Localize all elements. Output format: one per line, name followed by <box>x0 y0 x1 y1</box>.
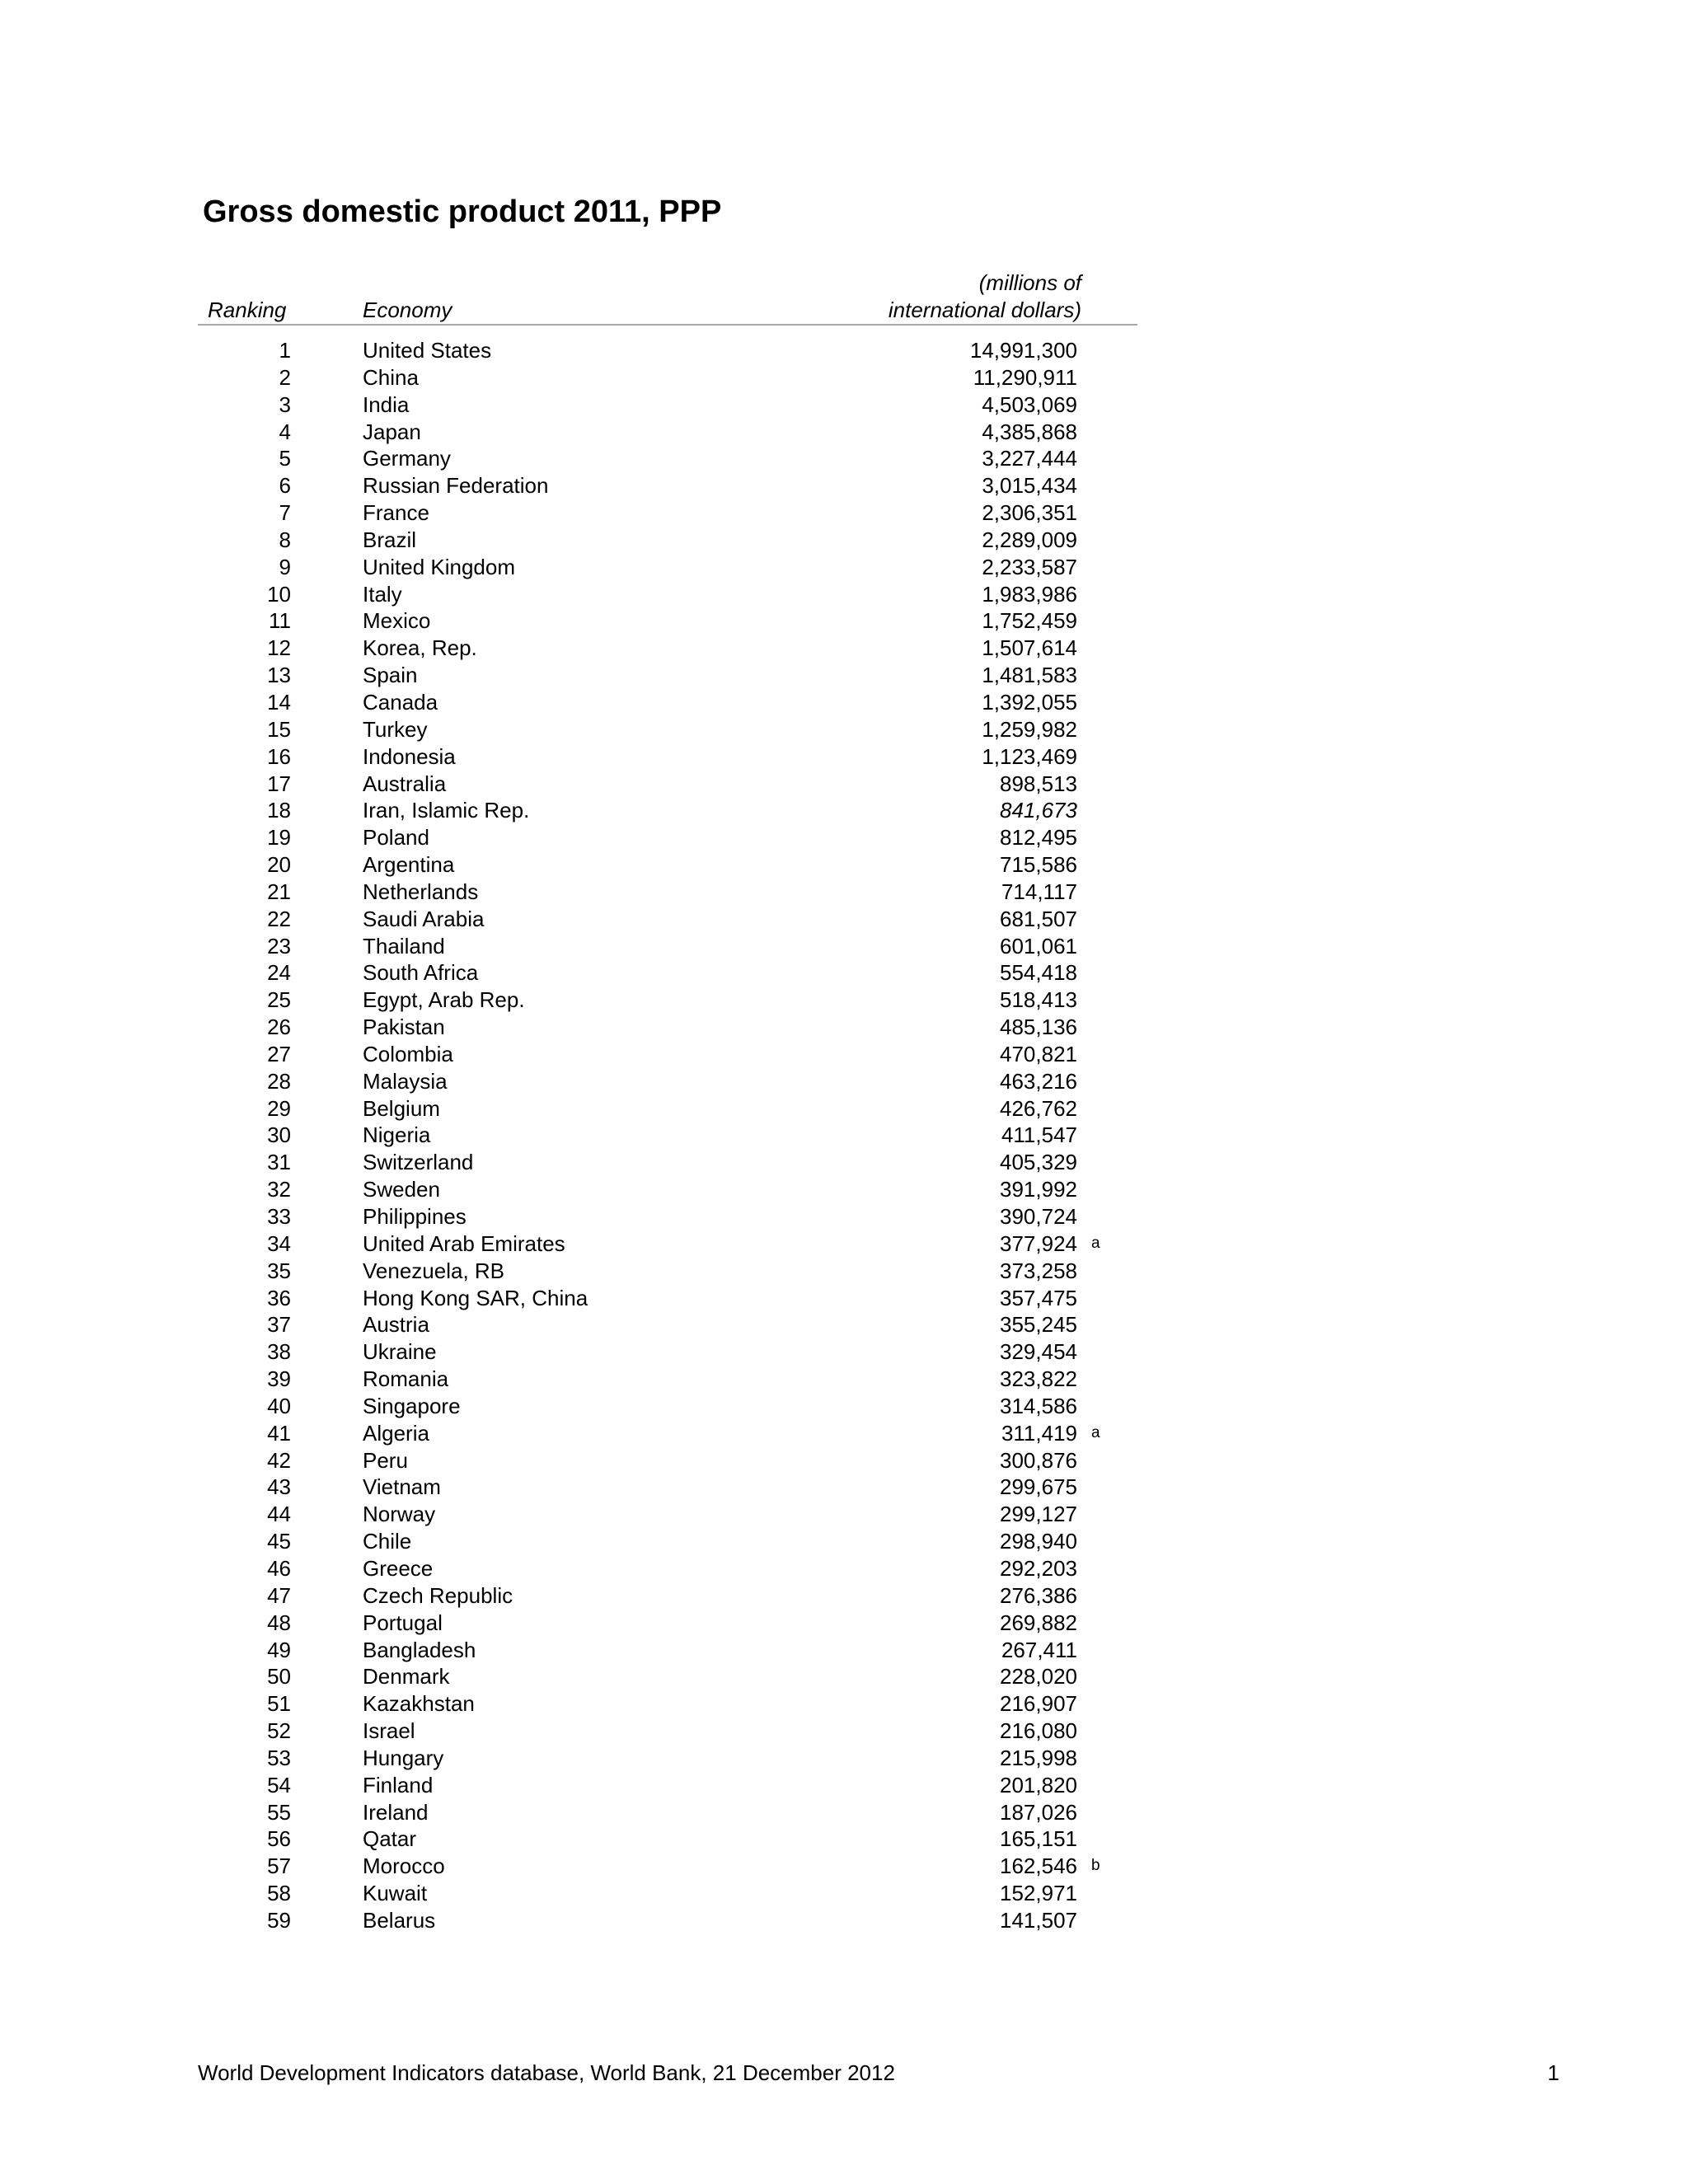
table-row <box>0 1880 1688 1907</box>
rank-cell: 16 <box>267 743 291 769</box>
rank-cell: 31 <box>267 1150 291 1175</box>
rank-cell: 38 <box>267 1339 291 1365</box>
table-row <box>0 527 1688 554</box>
economy-cell: Saudi Arabia <box>363 906 485 931</box>
rank-cell: 34 <box>267 1230 291 1256</box>
gdp-value-cell: 329,454 <box>1000 1339 1077 1365</box>
gdp-value-cell: 314,586 <box>1000 1393 1077 1418</box>
table-row <box>0 1853 1688 1880</box>
rank-cell: 17 <box>267 771 291 796</box>
economy-cell: Netherlands <box>363 879 479 904</box>
rank-cell: 1 <box>279 338 291 363</box>
table-row <box>0 635 1688 662</box>
economy-cell: Canada <box>363 689 438 715</box>
gdp-value-cell: 1,507,614 <box>982 635 1077 661</box>
gdp-value-cell: 681,507 <box>1000 906 1077 931</box>
table-row <box>0 1528 1688 1555</box>
gdp-value-cell: 299,127 <box>1000 1502 1077 1527</box>
gdp-value-cell: 2,289,009 <box>982 527 1077 552</box>
economy-cell: Venezuela, RB <box>363 1258 505 1283</box>
rank-cell: 8 <box>279 527 291 552</box>
table-row <box>0 391 1688 419</box>
table-row <box>0 1501 1688 1528</box>
rank-cell: 57 <box>267 1854 291 1879</box>
economy-cell: Portugal <box>363 1610 443 1635</box>
rank-cell: 9 <box>279 554 291 579</box>
rank-cell: 45 <box>267 1529 291 1554</box>
economy-cell: Denmark <box>363 1664 450 1690</box>
table-row <box>0 364 1688 391</box>
table-row <box>0 1907 1688 1934</box>
table-row <box>0 1799 1688 1826</box>
rank-cell: 59 <box>267 1907 291 1933</box>
economy-cell: Japan <box>363 419 421 444</box>
rank-cell: 3 <box>279 391 291 417</box>
column-header-economy: Economy <box>363 298 452 322</box>
table-row <box>0 1420 1688 1447</box>
gdp-value-cell: 1,481,583 <box>982 663 1077 688</box>
economy-cell: Malaysia <box>363 1068 448 1094</box>
column-header-ranking: Ranking <box>208 298 287 322</box>
rank-cell: 4 <box>279 419 291 444</box>
table-row <box>0 1745 1688 1772</box>
gdp-value-cell: 4,385,868 <box>982 419 1077 444</box>
rank-cell: 36 <box>267 1285 291 1310</box>
rank-cell: 33 <box>267 1204 291 1229</box>
table-row <box>0 554 1688 581</box>
rank-cell: 24 <box>267 960 291 986</box>
rank-cell: 20 <box>267 852 291 878</box>
table-row <box>0 987 1688 1014</box>
rank-cell: 32 <box>267 1177 291 1202</box>
gdp-value-cell: 391,992 <box>1000 1177 1077 1202</box>
economy-cell: Hungary <box>363 1745 444 1770</box>
table-row <box>0 607 1688 635</box>
rank-cell: 47 <box>267 1582 291 1608</box>
rank-cell: 51 <box>267 1691 291 1717</box>
rank-cell: 46 <box>267 1555 291 1581</box>
gdp-value-cell: 463,216 <box>1000 1068 1077 1094</box>
footnote-marker: b <box>1091 1857 1100 1875</box>
gdp-value-cell: 841,673 <box>1000 798 1077 823</box>
table-row <box>0 1122 1688 1149</box>
table-row <box>0 419 1688 446</box>
gdp-value-cell: 299,675 <box>1000 1474 1077 1500</box>
rank-cell: 49 <box>267 1637 291 1662</box>
economy-cell: China <box>363 364 419 390</box>
economy-cell: Indonesia <box>363 743 456 769</box>
economy-cell: France <box>363 500 429 526</box>
economy-cell: Australia <box>363 771 447 796</box>
economy-cell: India <box>363 391 410 417</box>
table-row <box>0 771 1688 798</box>
gdp-value-cell: 898,513 <box>1000 771 1077 796</box>
table-row <box>0 879 1688 906</box>
gdp-value-cell: 267,411 <box>1001 1637 1077 1662</box>
rank-cell: 13 <box>267 663 291 688</box>
gdp-value-cell: 276,386 <box>1000 1582 1077 1608</box>
economy-cell: Spain <box>363 663 418 688</box>
economy-cell: South Africa <box>363 960 479 986</box>
rank-cell: 22 <box>267 906 291 931</box>
table-row <box>0 1610 1688 1637</box>
gdp-value-cell: 323,822 <box>1000 1366 1077 1392</box>
economy-cell: Bangladesh <box>363 1637 476 1662</box>
rank-cell: 42 <box>267 1447 291 1473</box>
economy-cell: Ireland <box>363 1799 429 1825</box>
page-number: 1 <box>1547 2060 1559 2085</box>
gdp-value-cell: 355,245 <box>1000 1312 1077 1338</box>
table-row <box>0 1338 1688 1366</box>
rank-cell: 18 <box>267 798 291 823</box>
table-row <box>0 716 1688 743</box>
gdp-value-cell: 554,418 <box>1000 960 1077 986</box>
gdp-value-cell: 1,752,459 <box>982 608 1077 634</box>
gdp-value-cell: 390,724 <box>1000 1204 1077 1229</box>
economy-cell: Philippines <box>363 1204 467 1229</box>
economy-cell: Colombia <box>363 1041 453 1066</box>
economy-cell: Finland <box>363 1772 434 1797</box>
source-footer: World Development Indicators database, World Bank, 21 December 2012 <box>198 2060 895 2085</box>
gdp-value-cell: 485,136 <box>1000 1015 1077 1040</box>
rank-cell: 2 <box>279 364 291 390</box>
economy-cell: Kuwait <box>363 1881 428 1906</box>
economy-cell: Thailand <box>363 933 445 958</box>
rank-cell: 15 <box>267 716 291 742</box>
rank-cell: 53 <box>267 1745 291 1770</box>
table-row <box>0 1285 1688 1312</box>
gdp-value-cell: 357,475 <box>1000 1285 1077 1310</box>
gdp-value-cell: 3,227,444 <box>982 446 1077 471</box>
rank-cell: 11 <box>269 608 291 634</box>
gdp-value-cell: 292,203 <box>1000 1555 1077 1581</box>
table-row <box>0 1149 1688 1176</box>
rank-cell: 37 <box>267 1312 291 1338</box>
economy-cell: Algeria <box>363 1420 429 1446</box>
table-row <box>0 1825 1688 1853</box>
table-row <box>0 797 1688 824</box>
economy-cell: Italy <box>363 581 402 607</box>
economy-cell: Mexico <box>363 608 431 634</box>
rank-cell: 55 <box>267 1799 291 1825</box>
table-row <box>0 1474 1688 1501</box>
rank-cell: 29 <box>267 1095 291 1121</box>
gdp-value-cell: 4,503,069 <box>982 391 1077 417</box>
table-row <box>0 1393 1688 1420</box>
rank-cell: 6 <box>279 473 291 499</box>
economy-cell: Sweden <box>363 1177 440 1202</box>
rank-cell: 25 <box>267 987 291 1013</box>
gdp-value-cell: 426,762 <box>1000 1095 1077 1121</box>
economy-cell: United States <box>363 338 492 363</box>
table-row <box>0 743 1688 771</box>
table-row <box>0 1555 1688 1582</box>
table-row <box>0 662 1688 689</box>
header-divider <box>198 324 1137 326</box>
table-row <box>0 906 1688 933</box>
table-row <box>0 337 1688 364</box>
economy-cell: Egypt, Arab Rep. <box>363 987 525 1013</box>
rank-cell: 35 <box>267 1258 291 1283</box>
gdp-value-cell: 2,233,587 <box>982 554 1077 579</box>
economy-cell: Switzerland <box>363 1150 474 1175</box>
rank-cell: 28 <box>267 1068 291 1094</box>
rank-cell: 58 <box>267 1881 291 1906</box>
unit-label-line1: (millions of <box>978 270 1081 295</box>
economy-cell: Vietnam <box>363 1474 441 1500</box>
gdp-value-cell: 216,080 <box>1000 1718 1077 1744</box>
rank-cell: 14 <box>267 689 291 715</box>
unit-label-line2: international dollars) <box>888 298 1081 322</box>
gdp-value-cell: 470,821 <box>1000 1041 1077 1066</box>
rank-cell: 30 <box>267 1122 291 1148</box>
table-row <box>0 1203 1688 1230</box>
gdp-value-cell: 215,998 <box>1000 1745 1077 1770</box>
footnote-marker: a <box>1091 1234 1100 1252</box>
gdp-value-cell: 601,061 <box>1000 933 1077 958</box>
economy-cell: Qatar <box>363 1826 417 1852</box>
table-row <box>0 689 1688 716</box>
gdp-value-cell: 2,306,351 <box>982 500 1077 526</box>
rank-cell: 44 <box>267 1502 291 1527</box>
gdp-value-cell: 1,983,986 <box>982 581 1077 607</box>
economy-cell: Chile <box>363 1529 412 1554</box>
rank-cell: 26 <box>267 1015 291 1040</box>
economy-cell: United Kingdom <box>363 554 515 579</box>
gdp-value-cell: 298,940 <box>1000 1529 1077 1554</box>
rank-cell: 21 <box>267 879 291 904</box>
table-row <box>0 1095 1688 1122</box>
gdp-value-cell: 162,546 <box>1000 1854 1077 1879</box>
rank-cell: 52 <box>267 1718 291 1744</box>
economy-cell: Iran, Islamic Rep. <box>363 798 530 823</box>
table-row <box>0 499 1688 527</box>
gdp-value-cell: 812,495 <box>1000 825 1077 851</box>
table-row <box>0 1690 1688 1718</box>
economy-cell: Poland <box>363 825 429 851</box>
gdp-value-cell: 377,924 <box>1000 1230 1077 1256</box>
economy-cell: Romania <box>363 1366 449 1392</box>
economy-cell: Nigeria <box>363 1122 431 1148</box>
rank-cell: 19 <box>267 825 291 851</box>
table-row <box>0 1447 1688 1474</box>
economy-cell: Ukraine <box>363 1339 437 1365</box>
table-row <box>0 472 1688 499</box>
table-row <box>0 1311 1688 1338</box>
table-row <box>0 1258 1688 1285</box>
table-row <box>0 445 1688 472</box>
table-row <box>0 1068 1688 1095</box>
gdp-value-cell: 1,259,982 <box>982 716 1077 742</box>
gdp-value-cell: 373,258 <box>1000 1258 1077 1283</box>
economy-cell: Singapore <box>363 1393 461 1418</box>
gdp-value-cell: 269,882 <box>1000 1610 1077 1635</box>
rank-cell: 23 <box>267 933 291 958</box>
economy-cell: Norway <box>363 1502 436 1527</box>
gdp-value-cell: 1,392,055 <box>982 689 1077 715</box>
footnote-marker: a <box>1091 1423 1100 1441</box>
table-row <box>0 1366 1688 1393</box>
economy-cell: Kazakhstan <box>363 1691 475 1717</box>
gdp-value-cell: 165,151 <box>1000 1826 1077 1852</box>
gdp-value-cell: 3,015,434 <box>982 473 1077 499</box>
economy-cell: Morocco <box>363 1854 445 1879</box>
rank-cell: 54 <box>267 1772 291 1797</box>
gdp-value-cell: 405,329 <box>1000 1150 1077 1175</box>
rank-cell: 5 <box>279 446 291 471</box>
rank-cell: 39 <box>267 1366 291 1392</box>
economy-cell: Israel <box>363 1718 415 1744</box>
economy-cell: Greece <box>363 1555 434 1581</box>
table-row <box>0 1582 1688 1610</box>
gdp-value-cell: 714,117 <box>1001 879 1077 904</box>
economy-cell: Turkey <box>363 716 428 742</box>
ranking-table <box>0 337 1688 1934</box>
table-row <box>0 1014 1688 1041</box>
economy-cell: Brazil <box>363 527 417 552</box>
table-row <box>0 824 1688 851</box>
rank-cell: 41 <box>267 1420 291 1446</box>
gdp-value-cell: 715,586 <box>1000 852 1077 878</box>
gdp-value-cell: 216,907 <box>1000 1691 1077 1717</box>
table-row <box>0 1230 1688 1258</box>
table-row <box>0 1772 1688 1799</box>
economy-cell: Hong Kong SAR, China <box>363 1285 588 1310</box>
rank-cell: 56 <box>267 1826 291 1852</box>
economy-cell: Peru <box>363 1447 408 1473</box>
economy-cell: Belgium <box>363 1095 440 1121</box>
gdp-value-cell: 152,971 <box>1000 1881 1077 1906</box>
gdp-value-cell: 1,123,469 <box>982 743 1077 769</box>
table-row <box>0 1637 1688 1664</box>
rank-cell: 50 <box>267 1664 291 1690</box>
page-title: Gross domestic product 2011, PPP <box>203 194 722 229</box>
gdp-value-cell: 11,290,911 <box>973 364 1077 390</box>
economy-cell: Russian Federation <box>363 473 549 499</box>
rank-cell: 27 <box>267 1041 291 1066</box>
rank-cell: 12 <box>267 635 291 661</box>
rank-cell: 43 <box>267 1474 291 1500</box>
table-row <box>0 1663 1688 1690</box>
table-row <box>0 1176 1688 1203</box>
table-row <box>0 1041 1688 1068</box>
economy-cell: Germany <box>363 446 451 471</box>
table-row <box>0 1718 1688 1745</box>
table-row <box>0 959 1688 987</box>
gdp-value-cell: 411,547 <box>1001 1122 1077 1148</box>
economy-cell: Pakistan <box>363 1015 445 1040</box>
gdp-value-cell: 201,820 <box>1000 1772 1077 1797</box>
rank-cell: 10 <box>267 581 291 607</box>
gdp-value-cell: 14,991,300 <box>969 338 1077 363</box>
rank-cell: 40 <box>267 1393 291 1418</box>
gdp-value-cell: 187,026 <box>1000 1799 1077 1825</box>
gdp-value-cell: 228,020 <box>1000 1664 1077 1690</box>
rank-cell: 7 <box>279 500 291 526</box>
gdp-value-cell: 518,413 <box>1000 987 1077 1013</box>
economy-cell: United Arab Emirates <box>363 1230 565 1256</box>
table-row <box>0 933 1688 960</box>
table-row <box>0 851 1688 879</box>
gdp-value-cell: 300,876 <box>1000 1447 1077 1473</box>
economy-cell: Korea, Rep. <box>363 635 477 661</box>
economy-cell: Argentina <box>363 852 455 878</box>
economy-cell: Czech Republic <box>363 1582 513 1608</box>
economy-cell: Austria <box>363 1312 429 1338</box>
economy-cell: Belarus <box>363 1907 436 1933</box>
gdp-value-cell: 311,419 <box>1001 1420 1077 1446</box>
gdp-value-cell: 141,507 <box>1000 1907 1077 1933</box>
rank-cell: 48 <box>267 1610 291 1635</box>
table-row <box>0 581 1688 608</box>
